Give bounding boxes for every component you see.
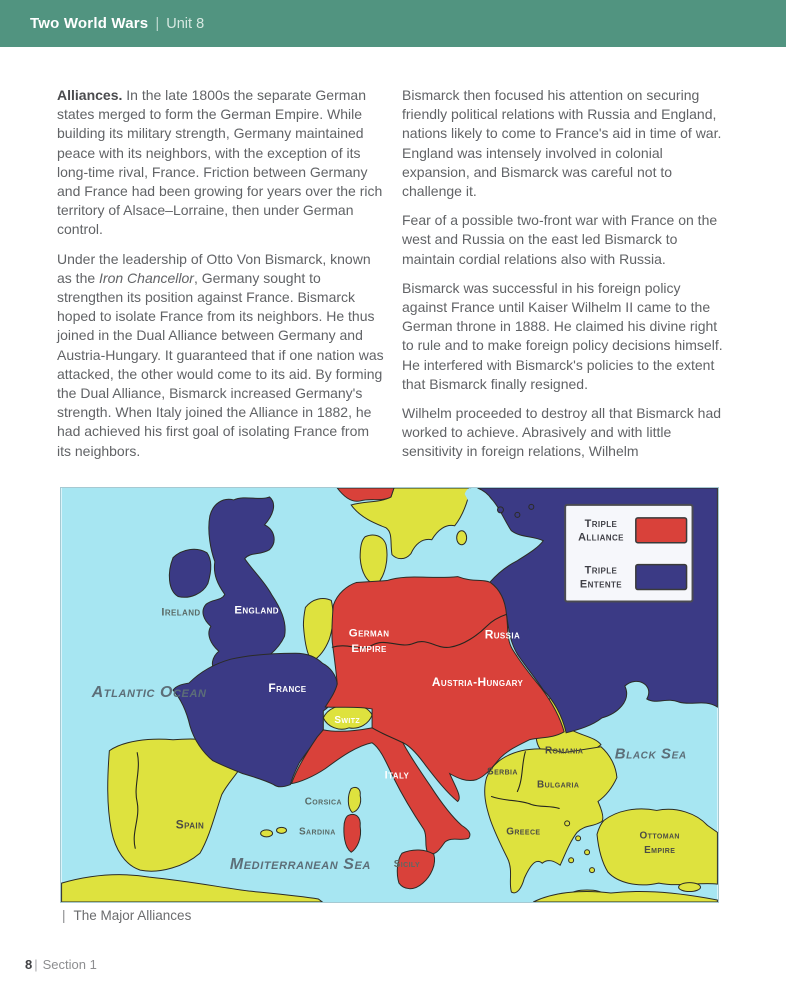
map-label-ottoman-line1: Ottoman [639,830,680,842]
map-label-corsica: Corsica [304,796,342,808]
aegean-island [565,821,570,826]
europe-alliances-map [60,487,719,903]
map-label-france: France [268,681,307,696]
body-text-columns [57,86,729,472]
header-unit-label: Unit 8 [166,15,205,32]
map-label-german-empire-line2: Empire [351,643,387,656]
aegean-island [576,836,581,841]
alliances-map-figure [60,487,719,903]
legend-triple-entente-line2: Entente [579,578,623,591]
paragraph-text: Under the leadership of Otto Von Bismarck, known as the [57,250,371,286]
header-title: Two World Wars [30,15,149,32]
page-header-bar [0,0,786,47]
map-label-mediterranean-sea: Mediterranean Sea [229,856,371,874]
paragraph-wilhelm-destroy: Wilhelm proceeded to destroy all that Bismarck had worked to achieve. Abrasively and with little sensitivity in foreign relations, Wilhelm [402,405,722,460]
legend-swatch-triple-entente [636,565,687,590]
caption-text: The Major Alliances [73,908,192,923]
aegean-island [569,858,574,863]
map-label-spain: Spain [175,817,205,832]
paragraph-two-front-war: Fear of a possible two-front war with France on the west and Russia on the east led Bismarck to maintain cordial relations also with Russia. [402,212,718,267]
map-label-atlantic-ocean: Atlantic Ocean [91,683,207,701]
map-label-ottoman-line2: Empire [644,845,676,857]
paragraph-lead-word: Alliances. [57,87,123,103]
baltic-blue-island [497,507,503,513]
map-label-austria-hungary: Austria-Hungary [431,675,524,690]
aegean-island [590,868,595,873]
right-column [402,86,729,472]
paragraph-text: In the late 1800s the separate German states merged to form the German Empire. While building its military strength, Germany maintained peace with its neighbors, with the exception of its long-time rival, France. Friction between Germany and France had been growing for years over the rich territory of Alsace–Lorraine, then under German control. [57,87,383,238]
baltic-island [457,531,467,545]
paragraph-alliances [57,86,384,240]
footer-separator: | [34,957,38,972]
map-label-bulgaria: Bulgaria [537,779,580,791]
left-column [57,86,384,472]
caption-bar: | [62,908,66,923]
map-label-sardina: Sardina [299,826,336,838]
map-label-sicily: Sicily [393,859,421,871]
cyprus-island [679,883,701,892]
footer-section-label: Section 1 [42,957,97,972]
paragraph-text: , Germany sought to strengthen its position against France. Bismarck hoped to isolate France from its neighbors. He thus joined in the Dual Alliance between Germany and Austria-Hungary. It guaranteed that if one nation was attacked, the other would come to its aid. By forming the Dual Alliance, Bismarck increased Germany's strength. When Italy joined the Alliance in 1882, he had achieved his first goal of isolating France from its neighbors. [57,269,384,459]
iron-chancellor-italic: Iron Chancellor [99,269,194,286]
map-label-black-sea: Black Sea [614,745,687,763]
map-legend [565,505,692,602]
balearic-island [277,827,287,833]
map-label-russia: Russia [484,627,521,642]
legend-triple-entente-line1: Triple [584,564,618,577]
map-label-romania: Romania [544,745,584,757]
legend-triple-alliance-line2: Alliance [578,531,624,544]
header-separator: | [155,15,160,32]
paragraph-kaiser-wilhelm: Bismarck was successful in his foreign policy against France until Kaiser Wilhelm II came to the German throne in 1888. He claimed his divine right to rule and to make foreign policy decisions himself. He interfered with Bismarck's policies to the extent that Bismarck finally resigned. [402,279,723,392]
map-label-england: England [234,604,279,617]
aegean-island [585,850,590,855]
paragraph-friendly-relations: Bismarck then focused his attention on securing friendly political relations with Russia and England, nations likely to come to France's aid in time of war. England was intensely involved in colonial expansion, and Bismarck was careful not to challenge it. [402,87,722,200]
paragraph-bismarck-leadership [57,250,384,461]
page-footer [25,957,97,972]
page-number: 8 [25,957,33,972]
map-label-german-empire-line1: German [348,627,390,640]
map-label-serbia: Serbia [487,766,518,778]
baltic-blue-island [529,504,534,509]
map-label-switz: Switz [334,714,361,726]
map-label-greece: Greece [506,826,541,838]
legend-triple-alliance-line1: Triple [584,517,618,530]
map-label-italy: Italy [384,769,410,782]
figure-caption [62,908,191,923]
legend-swatch-triple-alliance [636,518,687,543]
baltic-blue-island [515,512,520,517]
map-label-ireland: Ireland [161,606,201,619]
balearic-island [261,830,273,837]
